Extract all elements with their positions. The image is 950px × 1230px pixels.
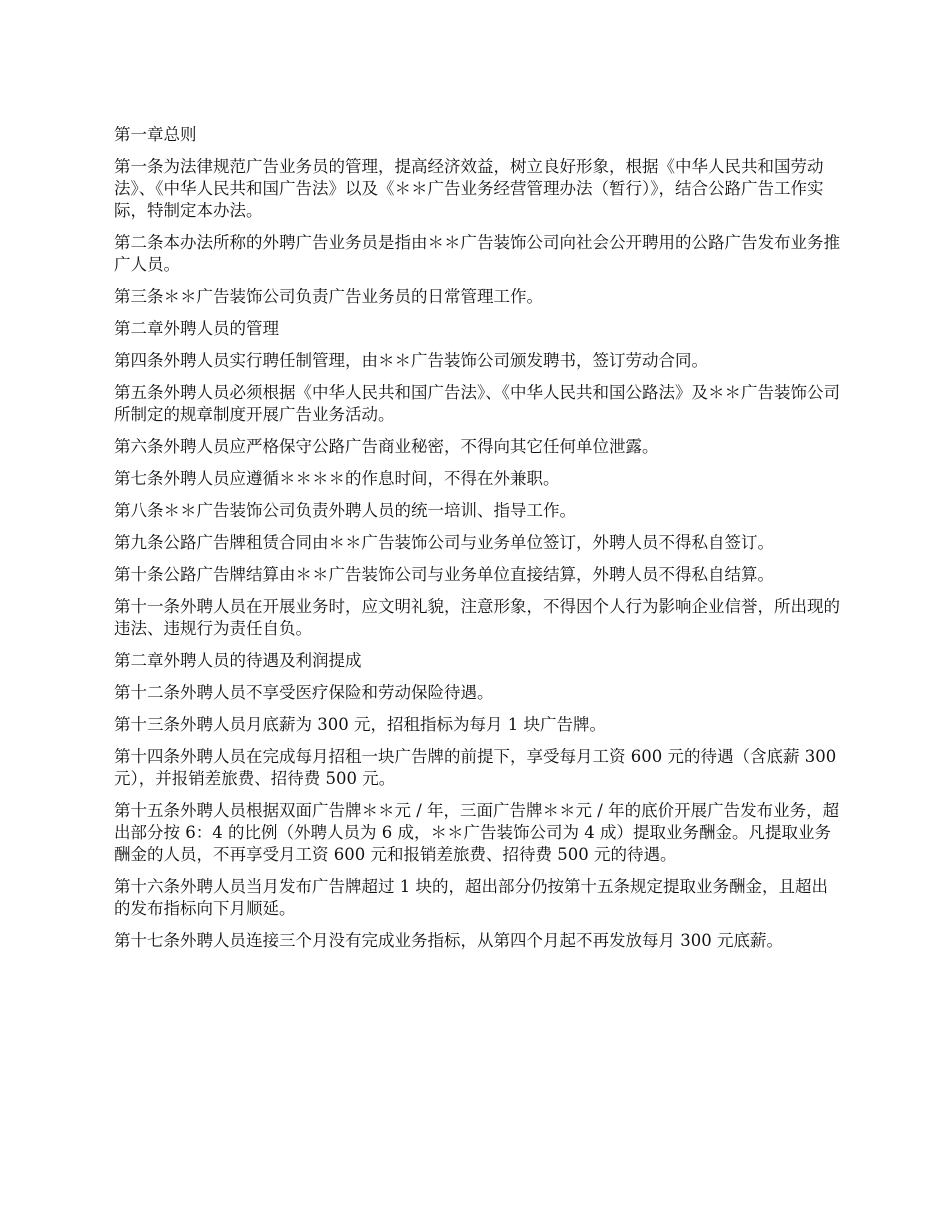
article-1: 第一条为法律规范广告业务员的管理，提高经济效益，树立良好形象，根据《中华人民共和国劳动法》、《中华人民共和国广告法》以及《＊＊广告业务经营管理办法（暂行）》，结合公路广告工作实际，特制定本办法。 [114,157,824,220]
article-8: 第八条＊＊广告装饰公司负责外聘人员的统一培训、指导工作。 [114,501,576,520]
article-12: 第十二条外聘人员不享受医疗保险和劳动保险待遇。 [114,683,494,702]
article-7: 第七条外聘人员应遵循＊＊＊＊的作息时间，不得在外兼职。 [114,469,560,488]
article-6: 第六条外聘人员应严格保守公路广告商业秘密，不得向其它任何单位泄露。 [114,437,659,456]
article-10: 第十条公路广告牌结算由＊＊广告装饰公司与业务单位直接结算，外聘人员不得私自结算。 [114,565,774,584]
article-15: 第十五条外聘人员根据双面广告牌＊＊元 / 年，三面广告牌＊＊元 / 年的底价开展广告发布业务，超出部分按 6：4 的比例（外聘人员为 6 成，＊＊广告装饰公司为 4 成）提取业务酬金。凡提取业务酬金的人员，不再享受月工资 600 元和报销差旅费、招待费 500 元的待遇。 [114,801,840,864]
article-9: 第九条公路广告牌租赁合同由＊＊广告装饰公司与业务单位签订，外聘人员不得私自签订。 [114,533,774,552]
article-2: 第二条本办法所称的外聘广告业务员是指由＊＊广告装饰公司向社会公开聘用的公路广告发布业务推广人员。 [114,233,840,274]
article-16: 第十六条外聘人员当月发布广告牌超过 1 块的，超出部分仍按第十五条规定提取业务酬金，且超出的发布指标向下月顺延。 [114,877,828,918]
article-3: 第三条＊＊广告装饰公司负责广告业务员的日常管理工作。 [114,287,543,306]
chapter-heading-3: 第二章外聘人员的待遇及利润提成 [114,651,362,670]
article-14: 第十四条外聘人员在完成每月招租一块广告牌的前提下，享受每月工资 600 元的待遇（含底薪 300 元），并报销差旅费、招待费 500 元。 [114,747,837,788]
article-5: 第五条外聘人员必须根据《中华人民共和国广告法》、《中华人民共和国公路法》及＊＊广告装饰公司所制定的规章制度开展广告业务活动。 [114,383,840,424]
article-4: 第四条外聘人员实行聘任制管理，由＊＊广告装饰公司颁发聘书，签订劳动合同。 [114,351,708,370]
document-body [114,124,840,962]
article-17: 第十七条外聘人员连接三个月没有完成业务指标，从第四个月起不再发放每月 300 元底薪。 [114,931,783,950]
chapter-heading-2: 第二章外聘人员的管理 [114,319,279,338]
article-11: 第十一条外聘人员在开展业务时，应文明礼貌，注意形象，不得因个人行为影响企业信誉，所出现的违法、违规行为责任自负。 [114,597,840,638]
chapter-heading-1: 第一章总则 [114,125,197,144]
article-13: 第十三条外聘人员月底薪为 300 元，招租指标为每月 1 块广告牌。 [114,715,606,734]
